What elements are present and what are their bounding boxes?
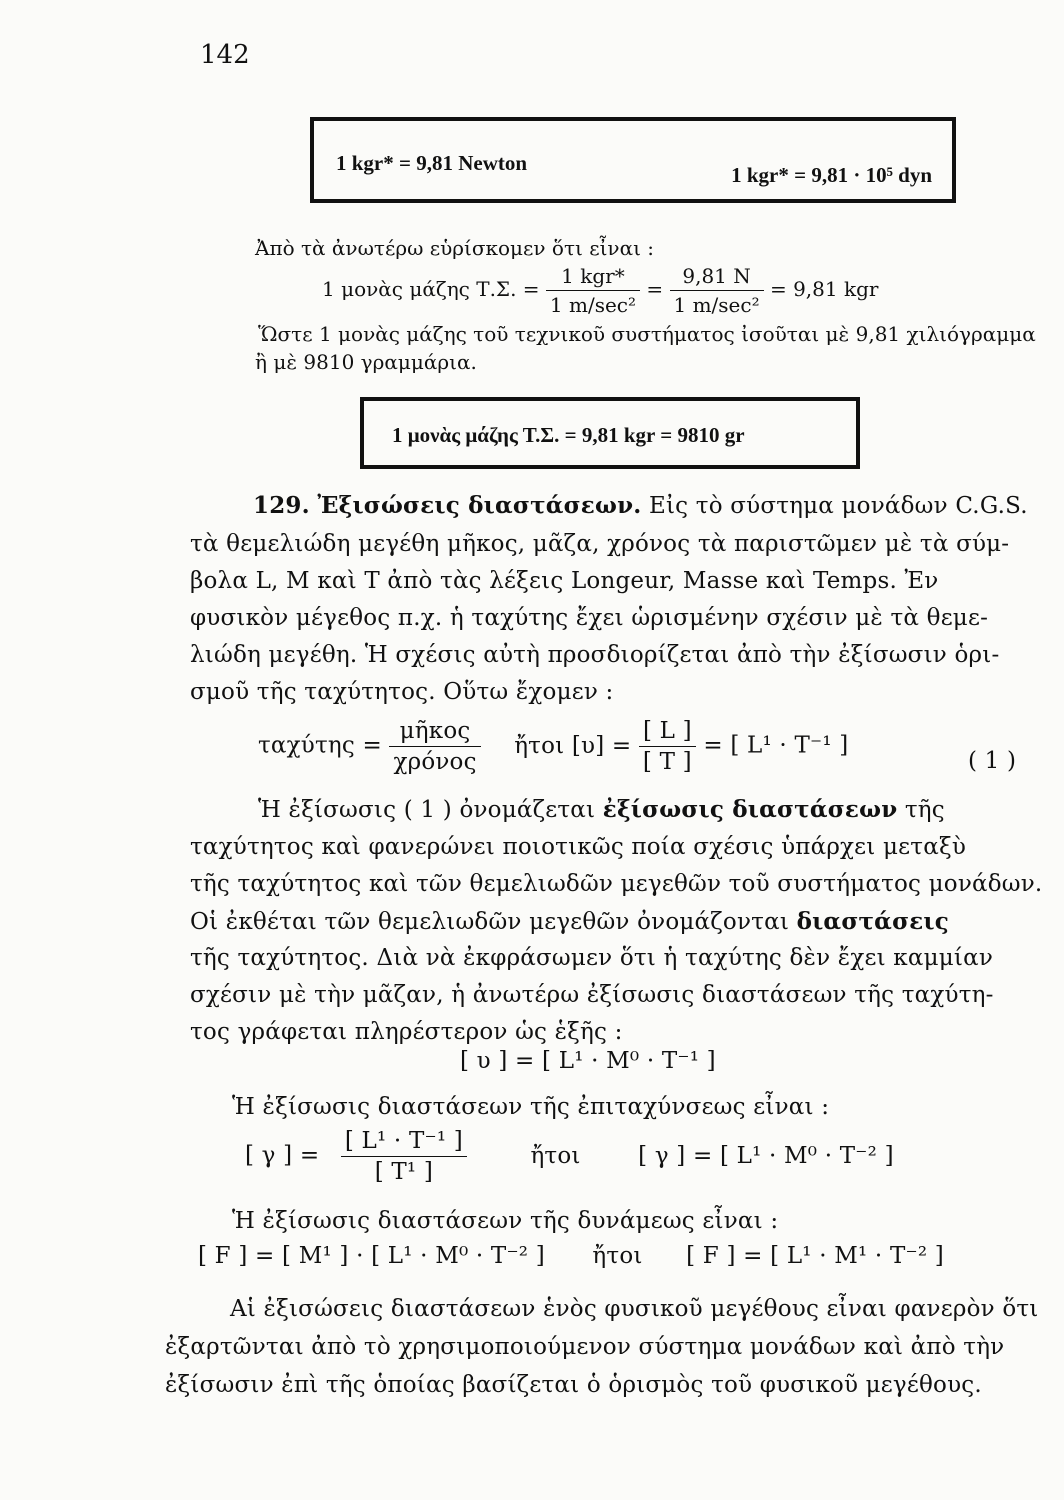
mass-unit-equation [322,264,878,317]
section-heading-line [253,492,1028,519]
eq1-f2-den: 1 m/sec² [673,293,760,317]
eq1-equals: = [646,277,664,301]
eq1-f1-num: 1 kgr* [546,264,640,291]
section-line1-rest: Εἰς τὸ σύστημα μονάδων C.G.S. [648,493,1028,519]
conclusion-line-2: ἐξαρτῶνται ἀπὸ τὸ χρησιμοποιούμενον σύστημα μονάδων καὶ ἀπὸ τὴν [165,1334,1005,1360]
para2-line-2: ταχύτητος καὶ φανερώνει ποιοτικῶς ποία σχέσις ὑπάρχει μεταξὺ [190,834,966,860]
force-equation [198,1243,944,1269]
eq4-rhs: [ γ ] = [ L¹ · M⁰ · T⁻² ] [638,1142,894,1169]
eq4-lhs: [ γ ] = [245,1142,320,1169]
note-line-2: ἢ μὲ 9810 γραμμάρια. [255,350,477,374]
para2-l4b: διαστάσεις [796,908,949,935]
velocity-dimension-equation [258,718,848,775]
eq2-mid: ἤτοι [υ] = [514,732,632,759]
section-line-2: τὰ θεμελιώδη μεγέθη μῆκος, μᾶζα, χρόνος τὰ παριστῶμεν μὲ τὰ σύμ- [190,531,1010,557]
equation-label-1: ( 1 ) [968,748,1017,774]
eq5-rhs: [ F ] = [ L¹ · M¹ · T⁻² ] [686,1243,944,1269]
kgr-dyn-equation: 1 kgr* = 9,81 · 10⁵ dyn [731,163,932,187]
force-intro: Ἡ ἐξίσωσις διαστάσεων τῆς δυνάμεως εἶναι : [232,1208,779,1234]
para2-l1a: Ἡ ἐξίσωσις ( 1 ) ὀνομάζεται [258,797,596,823]
eq2-num2: [ L ] [639,718,696,747]
para2-line-5: τῆς ταχύτητος. Διὰ νὰ ἐκφράσωμεν ὅτι ἡ ταχύτης δὲν ἔχει καμμίαν [190,945,994,971]
intro-line: Ἀπὸ τὰ ἀνωτέρω εὑρίσκομεν ὅτι εἶναι : [255,236,655,260]
section-line-3: βολα L, M καὶ T ἀπὸ τὰς λέξεις Longeur, Masse καὶ Temps. Ἐν [190,568,939,594]
eq1-rhs: = 9,81 kgr [769,277,879,301]
eq2-rhs: = [ L¹ · T⁻¹ ] [703,732,849,759]
eq5-lhs: [ F ] = [ M¹ ] · [ L¹ · M⁰ · T⁻² ] [198,1243,545,1269]
para2-line-6: σχέσιν μὲ τὴν μᾶζαν, ἡ ἀνωτέρω ἐξίσωσις διαστάσεων τῆς ταχύτη- [190,982,994,1008]
conversion-box-kgr [310,117,956,203]
para2-l1b: ἐξίσωσις διαστάσεων [602,796,898,823]
para2-line-4 [190,908,949,935]
para2-l1c: τῆς [904,797,945,823]
eq4-den: [ T¹ ] [374,1159,434,1185]
eq2-fraction-2 [639,718,696,775]
eq1-fraction-2 [670,264,764,317]
eq2-den: χρόνος [393,749,477,775]
eq2-num: μῆκος [389,718,480,747]
eq4-num: [ L¹ · T⁻¹ ] [341,1128,467,1157]
para2-line-1 [258,796,945,823]
eq2-lhs: ταχύτης = [258,732,382,759]
page-number: 142 [200,40,250,70]
eq4-mid: ἤτοι [530,1142,581,1169]
acceleration-intro: Ἡ ἐξίσωσις διαστάσεων τῆς ἐπιταχύνσεως εἶναι : [232,1094,830,1120]
eq4-fraction [341,1128,467,1185]
section-title: Ἐξισώσεις διαστάσεων. [317,492,642,519]
conclusion-line-1: Αἱ ἐξισώσεις διαστάσεων ἑνὸς φυσικοῦ μεγέθους εἶναι φανερὸν ὅτι [230,1296,1039,1322]
kgr-newton-equation: 1 kgr* = 9,81 Newton [336,151,528,175]
eq1-fraction-1 [546,264,640,317]
section-line-4: φυσικὸν μέγεθος π.χ. ἡ ταχύτης ἔχει ὡρισμένην σχέσιν μὲ τὰ θεμε- [190,605,989,631]
eq5-mid: ἤτοι [592,1243,643,1269]
eq1-f2-num: 9,81 N [670,264,764,291]
section-number: 129. [253,492,310,519]
acceleration-equation [245,1128,894,1185]
note-line-1: Ὥστε 1 μονὰς μάζης τοῦ τεχνικοῦ συστήματος ἰσοῦται μὲ 9,81 χιλιόγραμμα [258,322,1036,346]
para2-line-7: τος γράφεται πληρέστερον ὡς ἑξῆς : [190,1019,623,1045]
para2-l4a: Οἱ ἐκθέται τῶν θεμελιωδῶν μεγεθῶν ὀνομάζονται [190,909,790,935]
eq1-lhs: 1 μονὰς μάζης Τ.Σ. = [322,277,540,301]
para2-line-3: τῆς ταχύτητος καὶ τῶν θεμελιωδῶν μεγεθῶν τοῦ συστήματος μονάδων. [190,871,1043,897]
section-line-5: λιώδη μεγέθη. Ἡ σχέσις αὐτὴ προσδιορίζεται ἀπὸ τὴν ἐξίσωσιν ὁρι- [190,642,1000,668]
mass-unit-box-text: 1 μονὰς μάζης Τ.Σ. = 9,81 kgr = 9810 gr [392,423,745,447]
mass-unit-box [360,397,860,469]
eq2-den2: [ T ] [642,749,692,775]
section-line-6: σμοῦ τῆς ταχύτητος. Οὕτω ἔχομεν : [190,679,614,705]
eq2-fraction-1 [389,718,480,775]
velocity-full-equation: [ υ ] = [ L¹ · M⁰ · T⁻¹ ] [460,1048,716,1074]
conclusion-line-3: ἐξίσωσιν ἐπὶ τῆς ὁποίας βασίζεται ὁ ὁρισμὸς τοῦ φυσικοῦ μεγέθους. [165,1372,982,1398]
eq1-f1-den: 1 m/sec² [549,293,637,317]
